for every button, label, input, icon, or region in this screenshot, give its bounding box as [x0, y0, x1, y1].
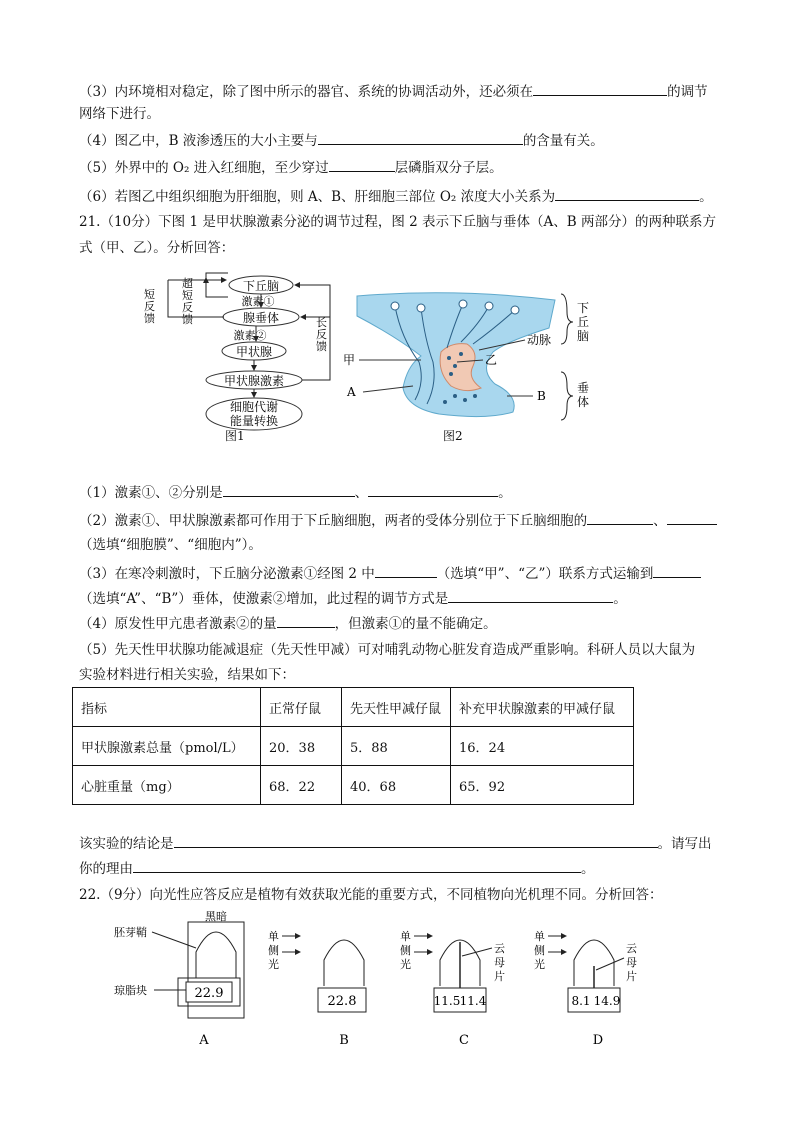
q21-sub2-line2: （选填“细胞膜”、“细胞内”）。 — [79, 537, 262, 553]
q20-part4-text-end: 的含量有关。 — [522, 133, 604, 149]
answer-blank[interactable] — [223, 482, 355, 497]
label-a: A — [199, 1033, 209, 1048]
coleoptile-a — [196, 932, 236, 978]
table-cell: 68．22 — [261, 766, 342, 805]
figure-1-feedback-diagram — [140, 270, 340, 442]
q20-part6-text: （6）若图乙中组织细胞为肝细胞，则 A、B、肝细胞三部位 O₂ 浓度大小关系为 — [79, 189, 556, 205]
q21-conclusion-line1 — [79, 833, 712, 854]
agar-value-a: 22.9 — [194, 986, 224, 1001]
table-header-cell: 先天性甲减仔鼠 — [342, 688, 451, 727]
label-artery: 动脉 — [527, 333, 552, 347]
q21-intro-line2: 式（甲、乙）。分析回答： — [79, 240, 235, 256]
answer-blank[interactable] — [375, 563, 437, 578]
label-hormone2: 激素② — [233, 329, 267, 342]
figure-phototropism-experiment — [114, 910, 650, 1052]
answer-blank[interactable] — [667, 510, 717, 525]
q20-part6-text-end: 。 — [699, 189, 713, 205]
agar-value-d-left: 8.1 — [571, 994, 591, 1008]
table-cell: 65．92 — [451, 766, 634, 805]
q21-sub3-text-3: （选填“A”、“B”）垂体，使激素②增加，此过程的调节方式是 — [79, 591, 449, 607]
q21-sub4 — [79, 613, 497, 634]
q20-part5-text-end: 层磷脂双分子层。 — [394, 160, 503, 176]
table-header-cell: 指标 — [73, 688, 261, 727]
label-pituitary: 腺垂体 — [242, 311, 280, 325]
q20-part3-line2: 网络下进行。 — [79, 106, 160, 122]
q21-sub3-line2 — [79, 588, 627, 609]
figure-2-hypothalamus-pituitary — [343, 292, 595, 432]
answer-blank[interactable] — [368, 482, 498, 497]
q21-sub2-sep: 、 — [653, 513, 667, 529]
label-ultra-short-4: 馈 — [182, 313, 193, 326]
q22-intro: 22.（9分）向光性应答反应是植物有效获取光能的重要方式，不同植物向光机理不同。分析回答： — [79, 887, 663, 903]
q21-sub5-line1: （5）先天性甲状腺功能减退症（先天性甲减）可对哺乳动物心脏发育造成严重影响。科研人员以大鼠为 — [79, 642, 696, 658]
agar-value-d-right: 14.9 — [593, 994, 621, 1008]
q20-part5-text: （5）外界中的 O₂ 进入红细胞，至少穿过 — [79, 160, 329, 176]
label-hypothalamus: 下丘脑 — [242, 279, 280, 293]
label-hypothalamus-3: 脑 — [577, 329, 590, 343]
q20-part4 — [79, 130, 604, 151]
q21-intro-line1: 21.（10分）下图 1 是甲状腺激素分泌的调节过程，图 2 表示下丘脑与垂体（A、B 两部分）的两种联系方 — [79, 214, 716, 230]
q21-sub3-line1 — [79, 563, 701, 584]
answer-blank[interactable] — [318, 130, 523, 145]
mica-d-2: 母 — [626, 956, 637, 969]
label-thyroxine: 甲状腺激素 — [223, 374, 285, 388]
label-short-2: 反 — [144, 300, 155, 313]
label-hypothalamus-2: 丘 — [577, 315, 590, 329]
label-short-1: 短 — [144, 288, 155, 301]
light-c-2: 侧 — [400, 944, 411, 957]
table-header-cell: 补充甲状腺激素的甲减仔鼠 — [451, 688, 634, 727]
q21-sub1 — [79, 482, 512, 503]
figure-2-caption: 图2 — [443, 429, 463, 443]
answer-blank[interactable] — [448, 588, 613, 603]
label-b: B — [537, 389, 546, 403]
q21-sub4-end: ，但激素①的量不能确定。 — [334, 616, 497, 632]
mica-d-3: 片 — [626, 970, 637, 983]
light-c-3: 光 — [400, 958, 411, 971]
q21-sub2-text: （2）激素①、甲状腺激素都可作用于下丘脑细胞，两者的受体分别位于下丘脑细胞的 — [79, 513, 588, 529]
label-jia: 甲 — [343, 353, 356, 367]
table-header-cell: 正常仔鼠 — [261, 688, 342, 727]
label-agar: 琼脂块 — [114, 984, 147, 997]
label-ultra-short-3: 反 — [182, 301, 193, 314]
answer-blank[interactable] — [555, 186, 699, 201]
label-pituitary-2: 体 — [577, 395, 590, 409]
label-metabolism-1: 细胞代谢 — [229, 400, 279, 414]
mica-c-2: 母 — [494, 956, 505, 969]
table-cell: 40．68 — [342, 766, 451, 805]
answer-blank[interactable] — [174, 833, 658, 848]
table-cell: 心脏重量（mg） — [73, 766, 261, 805]
agar-value-c-left: 11.5 — [433, 994, 461, 1008]
q20-part3-text-end: 的调节 — [667, 84, 708, 100]
label-b: B — [339, 1033, 349, 1048]
answer-blank[interactable] — [133, 858, 581, 873]
q20-part3-text: （3）内环境相对稳定，除了图中所示的器官、系统的协调活动外，还必须在 — [79, 84, 534, 100]
results-table — [72, 687, 634, 805]
figure-1-caption: 图1 — [225, 429, 245, 443]
answer-blank[interactable] — [533, 81, 667, 96]
q21-sub3-text: （3）在寒冷刺激时，下丘脑分泌激素①经图 2 中 — [79, 566, 375, 582]
label-thyroid: 甲状腺 — [235, 345, 273, 359]
answer-blank[interactable] — [653, 563, 701, 578]
answer-blank[interactable] — [277, 613, 335, 628]
q21-conclusion-text-end: 。请写出 — [657, 836, 712, 852]
table-row — [73, 766, 634, 805]
light-d-1: 单 — [534, 930, 545, 943]
q21-reason-text: 你的理由 — [79, 861, 133, 877]
q20-part4-text: （4）图乙中，B 液渗透压的大小主要与 — [79, 133, 318, 149]
q21-sub2-line1 — [79, 510, 717, 531]
answer-blank[interactable] — [587, 510, 653, 525]
label-yi: 乙 — [485, 353, 498, 367]
q20-part3-line1 — [79, 81, 708, 102]
q21-sub5-line2: 实验材料进行相关实验，结果如下： — [79, 667, 295, 683]
label-a: A — [347, 385, 356, 399]
table-cell: 甲状腺激素总量（pmol/L） — [73, 727, 261, 766]
answer-blank[interactable] — [329, 157, 395, 172]
q21-reason-end: 。 — [581, 861, 595, 877]
q21-conclusion-line2 — [79, 858, 595, 879]
label-short-3: 馈 — [144, 312, 155, 325]
table-row — [73, 727, 634, 766]
q21-sub1-text: （1）激素①、②分别是 — [79, 485, 223, 501]
label-coleoptile: 胚芽鞘 — [114, 926, 147, 939]
light-d-2: 侧 — [534, 944, 545, 957]
q21-conclusion-text: 该实验的结论是 — [79, 836, 174, 852]
q21-sub3-end: 。 — [613, 591, 627, 607]
light-b-3: 光 — [268, 958, 279, 971]
table-cell: 16．24 — [451, 727, 634, 766]
label-dark: 黑暗 — [205, 910, 227, 923]
mica-c-1: 云 — [494, 942, 505, 955]
q21-sub3-text-2: （选填“甲”、“乙”）联系方式运输到 — [436, 566, 654, 582]
label-pituitary-1: 垂 — [577, 381, 590, 395]
light-b-1: 单 — [268, 930, 279, 943]
table-cell: 20．38 — [261, 727, 342, 766]
q20-part5 — [79, 157, 503, 178]
label-hypothalamus-1: 下 — [577, 301, 590, 315]
label-ultra-short-2: 短 — [182, 289, 193, 302]
label-c: C — [459, 1033, 469, 1048]
light-d-3: 光 — [534, 958, 545, 971]
table-header-row — [73, 688, 634, 727]
label-ultra-short-1: 超 — [182, 277, 193, 290]
agar-value-c-right: 11.4 — [459, 994, 487, 1008]
q21-sub1-sep: 、 — [354, 485, 369, 501]
mica-d-1: 云 — [626, 942, 637, 955]
q21-sub4-text: （4）原发性甲亢患者激素②的量 — [79, 616, 277, 632]
label-metabolism-2: 能量转换 — [229, 414, 279, 428]
agar-value-b: 22.8 — [327, 994, 357, 1009]
q20-part6 — [79, 186, 713, 207]
label-long-1: 长 — [316, 316, 327, 329]
light-b-2: 侧 — [268, 944, 279, 957]
table-cell: 5．88 — [342, 727, 451, 766]
label-long-3: 馈 — [316, 340, 327, 353]
light-c-1: 单 — [400, 930, 411, 943]
label-long-2: 反 — [316, 328, 327, 341]
label-d: D — [592, 1033, 604, 1048]
q21-sub1-end: 。 — [498, 485, 512, 501]
mica-c-3: 片 — [494, 970, 505, 983]
coleoptile-b — [324, 940, 364, 986]
label-hormone1: 激素① — [241, 295, 275, 308]
